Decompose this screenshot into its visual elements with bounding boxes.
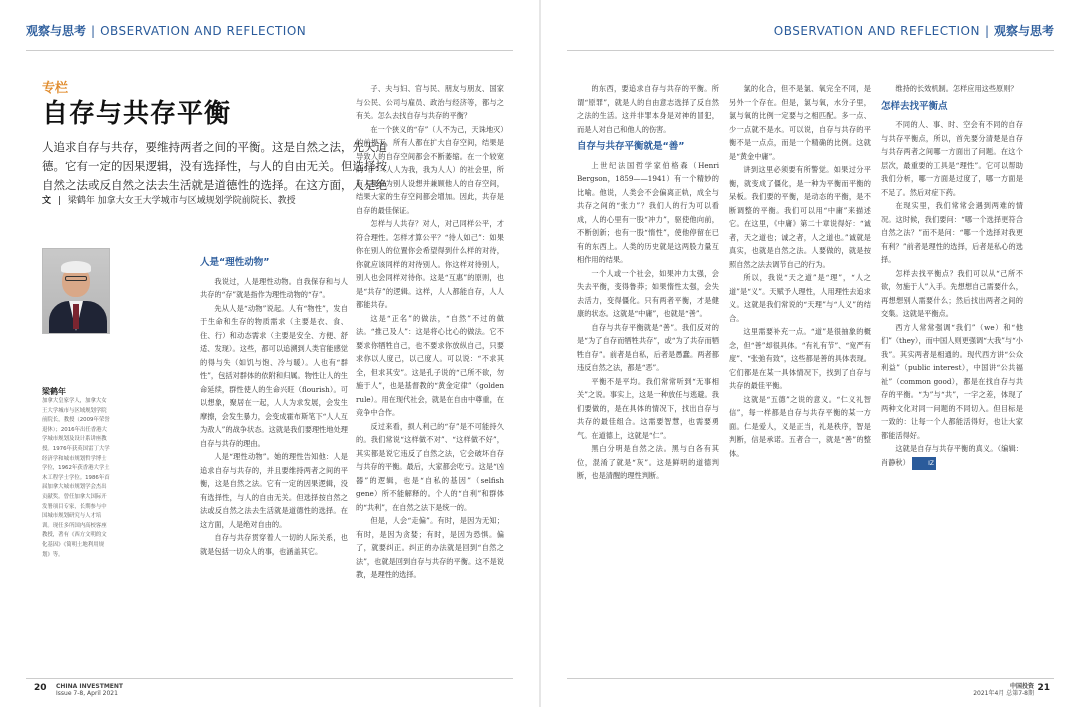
body-paragraph: 氯的化合，但不是氯、氧完全不同，是另外一个存在。但是，氯与氧，水分子里，氯与氧的比例一定要与之相匹配。多一点、少一点就不是水。可以说，自存与共存的平衡不是一点点，而是一个精确的比例。这就是“黄金中庸”。	[729, 84, 871, 161]
footer-magazine-left	[56, 683, 123, 697]
body-paragraph: 先从人是“动物”说起。人有“物性”，发自于生命和生存的物质需求（主要是衣、食、住、行）和动态需求（主要是安全、方便、舒适、发现）。这些，都可以追溯到人类官能感觉的得与失（如饥与饱、冷与暖）。人也有“群性”，包括对群体的依附和归属。物性让人的生命延续，群性使人的生命兴旺（flourish）。可以想象，聚居在一起，人人为求发展，会发生摩擦，会发生暴力，会变成霍布斯笔下“人人互为敌人”的战争状态。这就是我们要理性地处理自存与共存的理由。	[200, 303, 348, 448]
body-paragraph: 怎样与人共存？对人，对己同样公平，才符合理性。怎样才算公平？“待人如己”：如果你在别人的位置你会希望得到什么样的对待，你就应该同样的对待别人。你这样对待别人，别人也会同样对待你。这是“互惠”的原则，也是“共存”的逻辑。这样，人人都能自存，人人都能共存。	[356, 219, 504, 309]
body-paragraph: 不同的人、事、时、空会有不同的自存与共存平衡点，所以，首先要分清楚是自存与共存两者之间哪一方面出了问题。在这个层次，最重要的工具是“理性”。它可以帮助我们分析，哪一方面是过度了，哪一方面是不足了。然后对症下药。	[881, 120, 1023, 197]
body-paragraph: 所以，我说“天之道”是“理”，“人之道”是“义”。天赋予人理性，人用理性去追求义。这就是我们常说的“天理”与“人义”的结合。	[729, 273, 871, 323]
body-paragraph: 这是“正名”的做法，“自然”不过的做法。“推己及人”：这是将心比心的做法。它不要求你牺牲自己，也不要求你放纵自己，只要求你以人度己，以己度人。可以说：“不求其全，但求其安”。这是孔子说的“己所不欲，勿施于人”，也是基督教的“黄金定律”（golden rule）。用在现代社会，就是在自由中尊重，在竞争中合作。	[356, 313, 504, 417]
body-paragraph: 在一个狭义的“存”（人不为己，天诛地灭）的前提下，所有人都在扩大自存空间，结果是导致人的自存空间都会不断萎缩。在一个较宽的“存”（人人为我，我为人人）的社会里，所有人都会为别人设想并兼顾他人的自存空间，结果大家的生存空间都会增加。因此，共存是自存的最佳保证。	[356, 124, 504, 215]
body-paragraph: 一个人或一个社会，如果冲力太强，会失去平衡，变得鲁莽；如果惰性太强，会失去活力，变得僵化。只有两者平衡，才是健康的状态。这就是“中庸”，也就是“善”。	[577, 268, 719, 318]
article-lead: 人追求自存与共存，要维持两者之间的平衡。这是自然之法，先天道德。它有一定的因果逻辑，没有选择性，与人的自由无关。但选择按自然之法或反自然之法去生活就是道德性的选择。在这方面，人是绝	[42, 140, 387, 192]
body-paragraph: 这里需要补充一点。“道”是很抽象的概念，但“善”却很具体。“有礼有节”、“宽严有度”、“张弛有致”，这些都是善的具体表现。它们都是在某一具体情况下，找到了自存与共存的最佳平衡。	[729, 327, 871, 390]
author-line: 梁鹤年 加拿大女王大学城市与区域规划学院前院长、教授	[67, 196, 296, 206]
body-paragraph: 子、夫与妇、官与民、朋友与朋友、国家与公民、公司与雇员、政治与经济等，都与之有关。怎么去找自存与共存的平衡？	[356, 84, 504, 120]
footer-magazine-right	[973, 683, 1034, 697]
section-title-cn: 观察与思考	[26, 24, 87, 38]
running-header-right	[774, 22, 1054, 42]
article-title: 自存与共存平衡	[42, 99, 232, 129]
footer-issue-right: 2021年4月 总第7-8期	[973, 690, 1034, 697]
body-paragraph: 黑白分明是自然之法。黑与白各有其位，混淆了就是“灰”。这是鲜明的道德判断，也是清醒的理性判断。	[577, 444, 719, 480]
page-number-left: 20	[34, 683, 47, 693]
byline-separator: |	[57, 196, 61, 206]
text-column-3	[577, 82, 719, 660]
footer-issue: Issue 7-8, April 2021	[56, 690, 118, 697]
author-bio: 加拿大皇家学人，加拿大女王大学城市与区域规划学院前院长，教授（2009年荣誉退休）；2016年出任香港大学城市规划及设计系讲座教授。1976年获英国雷丁大学经济学和城市规划哲学博士学位，1962年获香港大学土木工程学士学位。1986年首届加拿大城市规划学会杰出贡献奖。曾任加拿大国际开发署项目专家，长期参与中国城市规划研究与人才培训。现任多所国内高校客座教授，著有《西方文明的文化基因》《简明土地利用规划》等。	[42, 398, 110, 558]
section-heading: 人是“理性动物”	[200, 257, 270, 268]
section-heading: 自存与共存平衡就是“善”	[577, 141, 685, 152]
section-title-en-right: OBSERVATION AND REFLECTION	[773, 24, 980, 38]
text-column-5	[881, 82, 1023, 660]
footer-rule-right	[567, 678, 1054, 679]
body-paragraph: 但是，人会“走偏”。有时，是因为无知；有时，是因为贪婪；有时，是因为恐惧。偏了，就要纠正。纠正的办法就是回到“自然之法”，也就是回到自存与共存的平衡。这不是说教，是理性的选择。	[356, 516, 504, 579]
text-column-2	[356, 82, 504, 660]
body-paragraph: 讲到这里必须要有所警觉。如果过分平衡，就变成了僵化，是一种为平衡而平衡的呆板。我们要的平衡，是动态的平衡，是不断调整的平衡。我们可以用“中庸”来描述它。在这里，《中庸》第二十章说得好：“诚者，天之道也；诚之者，人之道也。”诚就是真实，也就是自然之法。人要做的，就是按照自然之法去调节自己的行为。	[729, 165, 871, 269]
body-paragraph: 这就是“五德”之说的意义。“仁义礼智信”，每一样都是自存与共存平衡的某一方面。仁是爱人，义是正当，礼是秩序，智是判断，信是承诺。五者合一，就是“善”的整体。	[729, 394, 871, 458]
header-rule	[26, 50, 513, 51]
byline-prefix: 文	[42, 196, 52, 206]
author-name: 梁鹤年	[42, 387, 66, 396]
byline	[42, 193, 296, 206]
section-title-en: OBSERVATION AND REFLECTION	[100, 24, 307, 38]
body-paragraph: 在现实里，我们常常会遇到两难的情况。这时候，我们要问：“哪一个选择更符合自然之法？”而不是问：“哪一个选择对我更有利？”前者是理性的选择，后者是私心的选择。	[881, 201, 1023, 264]
column-tag: 专栏	[42, 81, 69, 96]
body-paragraph: 这就是自存与共存平衡的真义。（编辑：肖静秋） IZ	[881, 442, 1023, 470]
end-mark: IZ	[912, 457, 936, 471]
text-column-4	[729, 82, 871, 660]
body-paragraph: 平衡不是平均。我们常常听到“无事相关”之说。事实上，这是一种放任与逃避。我们要做的，是在具体的情况下，找出自存与共存的最佳组合。这需要智慧，也需要勇气。在道德上，这就是“仁”。	[577, 376, 719, 440]
page-number-right: 21	[1037, 683, 1050, 693]
footer-rule-left	[26, 678, 513, 679]
header-rule-right	[567, 50, 1054, 51]
footer-mag-name-right: 中国投资	[1009, 683, 1034, 690]
running-header-left	[26, 22, 306, 42]
footer-mag-name: CHINA INVESTMENT	[56, 683, 124, 690]
body-paragraph: 维持的长效机制。怎样应用这些原则？	[895, 84, 1018, 93]
body-paragraph: 自存与共存贯穿着人一切的人际关系，也就是包括一切众人的事，也涵盖其它。	[200, 533, 348, 556]
text-column-1	[200, 252, 348, 660]
body-paragraph: 自存与共存平衡就是“善”。我们反对的是“为了自存而牺牲共存”，或“为了共存而牺牲自存”。前者是自私，后者是愚蠢。两者都违反自然之法，都是“恶”。	[577, 322, 719, 372]
body-paragraph: 反过来看，损人利己的“存”是不可能持久的。我们常说“这样做不对”、“这样做不好”，其实都是说它违反了自然之法，它会破坏自存与共存的平衡。最后，大家都会吃亏。这是“凶器”的逻辑，也是“自私的基因”（selfish gene）所不能解释的。个人的“自利”和群体的“共利”，在自然之法下是统一的。	[356, 421, 504, 512]
body-paragraph: 怎样去找平衡点？我们可以从“己所不欲，勿施于人”入手。先想想自己需要什么，再想想别人需要什么；然后找出两者之间的交集。这就是平衡点。	[881, 268, 1023, 318]
header-separator-right: |	[984, 24, 989, 38]
author-photo	[42, 248, 110, 334]
section-heading: 怎样去找平衡点	[881, 100, 948, 112]
body-paragraph: 人是“理性动物”。她的理性告知他：人是追求自存与共存的，并且要维持两者之间的平衡，这是自然之法。它有一定的因果逻辑，没有选择性，与人的自由无关。但选择按自然之法或反自然之法去生活就是道德性的选择。在这方面，人是绝对自由的。	[200, 452, 348, 529]
header-separator: |	[91, 24, 96, 38]
section-title-cn-right: 观察与思考	[993, 24, 1054, 38]
body-paragraph: 西方人常常强调“我们”（we）和“他们”（they），而中国人则更强调“大我”与“小我”。其实两者是相通的。现代西方讲“公众利益”（public interest），中国讲“公共福祉”（common good），都是在找自存与共存的平衡。“为”与“共”，一字之差，体现了两种文化对同一问题的不同切入。但目标是一致的：让每一个人都能活得好，也让大家都能活得好。	[881, 322, 1023, 440]
body-paragraph: 的东西，要追求自存与共存的平衡。所谓“原罪”，就是人的自由意志选择了反自然之法的生活。这并非罪本身是对神的冒犯，而是人对自己和他人的伤害。	[577, 84, 719, 134]
left-page	[0, 0, 539, 707]
body-paragraph: 上世纪法国哲学家伯格森（Henri Bergson，1859——1941）有一个精妙的比喻。他说，人类会不会偏离正轨，成全与共存之间的“张力”？我们人的行为可以看成，人的心里有一股“冲力”，驱使他向前，不断创新；也有一股“惰性”，使他停留在已有的东西上。人类的历史就是这两股力量互相作用的结果。	[577, 160, 719, 264]
body-paragraph: 我说过，人是理性动物。自我保存和与人共存的“存”就是指作为理性动物的“存”。	[200, 276, 348, 299]
